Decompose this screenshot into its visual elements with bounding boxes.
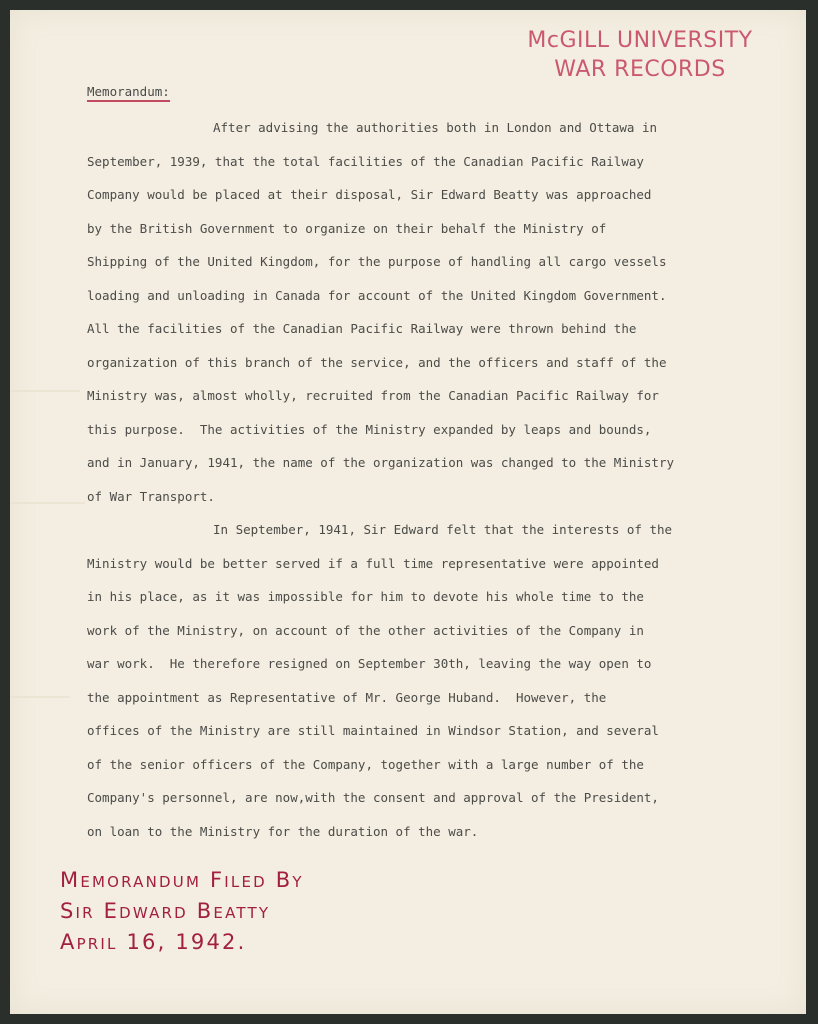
memo-paragraph-2 [87, 513, 777, 848]
text-line: in his place, as it was impossible for him to devote his whole time to the [87, 589, 644, 604]
text-line: organization of this branch of the service, and the officers and staff of the [87, 354, 667, 370]
text-line: by the British Government to organize on their behalf the Ministry of [87, 220, 607, 236]
paper-crease [10, 696, 70, 698]
annotation-line-1: Memorandum Filed By [60, 868, 304, 892]
text-line: Ministry would be better served if a full time representative were appointed [87, 555, 659, 571]
text-line: Company's personnel, are now,with the consent and approval of the President, [87, 790, 659, 805]
text-line: of War Transport. [87, 488, 215, 504]
memo-heading [87, 84, 170, 99]
memo-heading-text: Memorandum: [87, 84, 170, 102]
text-line: war work. He therefore resigned on September 30th, leaving the way open to [87, 656, 652, 671]
text-line: Ministry was, almost wholly, recruited from the Canadian Pacific Railway for [87, 388, 659, 403]
annotation-line-2: Sir Edward Beatty [60, 899, 271, 923]
text-line: After advising the authorities both in London and Ottawa in [213, 120, 658, 135]
text-line: this purpose. The activities of the Ministry expanded by leaps and bounds, [87, 421, 652, 437]
document-page [10, 10, 806, 1014]
text-line: work of the Ministry, on account of the other activities of the Company in [87, 622, 644, 638]
text-line: September, 1939, that the total facilities of the Canadian Pacific Railway [87, 153, 644, 169]
text-line: of the senior officers of the Company, together with a large number of the [87, 756, 644, 772]
text-line: offices of the Ministry are still maintained in Windsor Station, and several [87, 723, 659, 738]
memo-paragraph-1 [87, 111, 777, 513]
text-line: All the facilities of the Canadian Pacific Railway were thrown behind the [87, 321, 637, 336]
text-line: Company would be placed at their disposal, Sir Edward Beatty was approached [87, 187, 652, 202]
archive-stamp [500, 26, 780, 84]
annotation-line-3: April 16, 1942. [60, 930, 247, 954]
text-line: the appointment as Representative of Mr. George Huband. However, the [87, 689, 607, 705]
text-line: on loan to the Ministry for the duration of the war. [87, 823, 479, 839]
text-line: loading and unloading in Canada for account of the United Kingdom Government. [87, 287, 667, 303]
text-line: Shipping of the United Kingdom, for the purpose of handling all cargo vessels [87, 254, 667, 269]
text-line: and in January, 1941, the name of the organization was changed to the Ministry [87, 455, 674, 470]
stamp-line-2: WAR RECORDS [554, 57, 726, 82]
paper-crease [10, 502, 85, 504]
stamp-line-1: McGILL UNIVERSITY [527, 28, 753, 53]
paper-crease [10, 390, 80, 392]
handwritten-annotation [60, 865, 304, 958]
text-line: In September, 1941, Sir Edward felt that the interests of the [213, 522, 673, 537]
